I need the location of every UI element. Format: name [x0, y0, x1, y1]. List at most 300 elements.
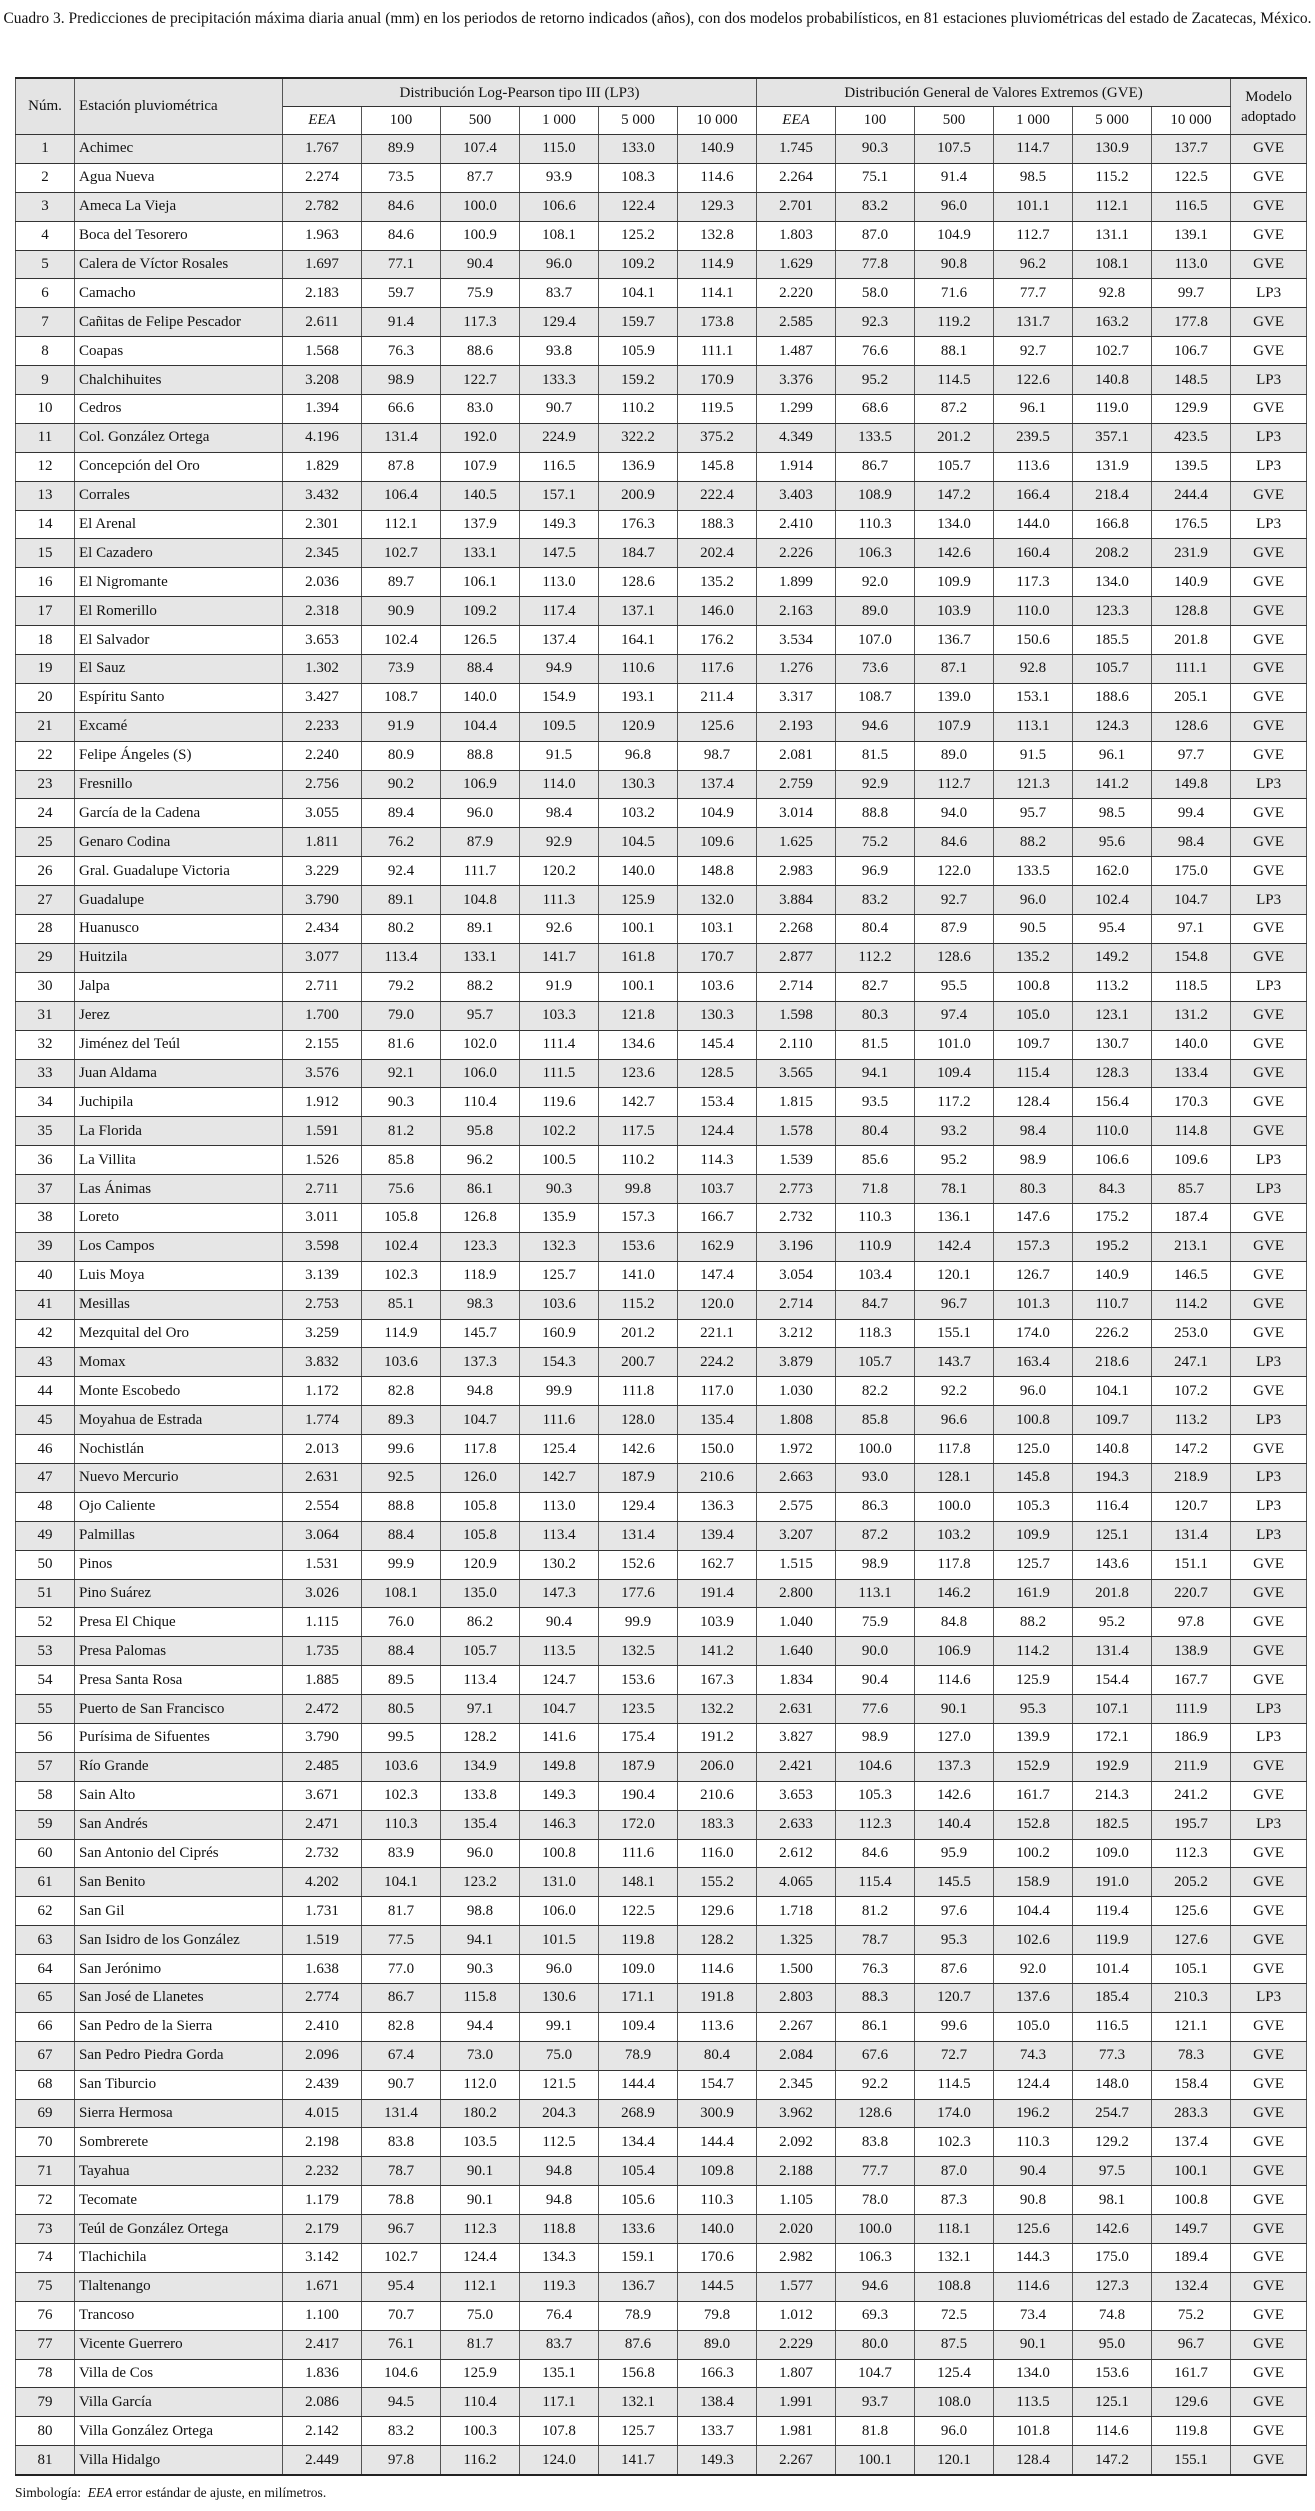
- cell-lp3-100: 102.3: [362, 1781, 441, 1810]
- cell-lp3-5000: 110.2: [599, 1146, 678, 1175]
- cell-gve-5000: 107.1: [1073, 1695, 1152, 1724]
- table-row: [16, 2215, 1307, 2244]
- cell-gve-500: 119.2: [915, 308, 994, 337]
- cell-lp3-500: 106.0: [441, 1059, 520, 1088]
- cell-lp3-10000: 154.7: [678, 2070, 757, 2099]
- cell-station: Nuevo Mercurio: [75, 1463, 283, 1492]
- cell-lp3-eea: 2.345: [283, 539, 362, 568]
- cell-lp3-10000: 132.0: [678, 886, 757, 915]
- cell-num: 70: [16, 2128, 75, 2157]
- cell-lp3-5000: 187.9: [599, 1752, 678, 1781]
- table-row: [16, 1723, 1307, 1752]
- cell-gve-1000: 92.0: [994, 1955, 1073, 1984]
- cell-lp3-100: 114.9: [362, 1319, 441, 1348]
- cell-num: 5: [16, 250, 75, 279]
- cell-model: GVE: [1231, 2099, 1307, 2128]
- cell-lp3-500: 116.2: [441, 2446, 520, 2475]
- cell-gve-100: 113.1: [836, 1579, 915, 1608]
- cell-gve-5000: 175.0: [1073, 2244, 1152, 2273]
- cell-lp3-100: 104.1: [362, 1868, 441, 1897]
- cell-lp3-5000: 141.0: [599, 1261, 678, 1290]
- cell-model: GVE: [1231, 1261, 1307, 1290]
- cell-lp3-100: 131.4: [362, 2099, 441, 2128]
- cell-gve-5000: 208.2: [1073, 539, 1152, 568]
- table-row: [16, 2417, 1307, 2446]
- cell-station: San Pedro Piedra Gorda: [75, 2041, 283, 2070]
- cell-lp3-5000: 134.4: [599, 2128, 678, 2157]
- cell-lp3-1000: 91.5: [520, 741, 599, 770]
- cell-lp3-100: 85.1: [362, 1290, 441, 1319]
- cell-gve-100: 104.7: [836, 2359, 915, 2388]
- cell-lp3-5000: 121.8: [599, 1001, 678, 1030]
- cell-gve-500: 139.0: [915, 683, 994, 712]
- cell-lp3-eea: 3.598: [283, 1232, 362, 1261]
- cell-lp3-100: 89.9: [362, 135, 441, 164]
- cell-lp3-eea: 2.086: [283, 2388, 362, 2417]
- cell-lp3-eea: 1.531: [283, 1550, 362, 1579]
- cell-lp3-500: 106.1: [441, 568, 520, 597]
- cell-lp3-eea: 2.410: [283, 2012, 362, 2041]
- table-row: [16, 2244, 1307, 2273]
- cell-lp3-5000: 153.6: [599, 1232, 678, 1261]
- cell-gve-eea: 2.163: [757, 597, 836, 626]
- cell-gve-100: 76.3: [836, 1955, 915, 1984]
- cell-gve-100: 100.1: [836, 2446, 915, 2475]
- cell-gve-500: 92.2: [915, 1377, 994, 1406]
- cell-lp3-10000: 202.4: [678, 539, 757, 568]
- cell-model: GVE: [1231, 539, 1307, 568]
- cell-gve-5000: 185.4: [1073, 1984, 1152, 2013]
- cell-lp3-100: 89.4: [362, 799, 441, 828]
- cell-gve-10000: 131.2: [1152, 1001, 1231, 1030]
- cell-gve-5000: 214.3: [1073, 1781, 1152, 1810]
- cell-gve-10000: 100.1: [1152, 2157, 1231, 2186]
- cell-lp3-500: 81.7: [441, 2330, 520, 2359]
- cell-gve-1000: 113.5: [994, 2388, 1073, 2417]
- cell-lp3-eea: 2.274: [283, 163, 362, 192]
- cell-lp3-eea: 3.432: [283, 481, 362, 510]
- cell-model: LP3: [1231, 1695, 1307, 1724]
- cell-lp3-eea: 1.179: [283, 2186, 362, 2215]
- cell-model: GVE: [1231, 1579, 1307, 1608]
- cell-gve-500: 136.1: [915, 1203, 994, 1232]
- cell-station: El Sauz: [75, 655, 283, 684]
- table-row: [16, 423, 1307, 452]
- cell-station: Tayahua: [75, 2157, 283, 2186]
- cell-gve-eea: 2.800: [757, 1579, 836, 1608]
- cell-gve-100: 90.0: [836, 1637, 915, 1666]
- cell-gve-10000: 121.1: [1152, 2012, 1231, 2041]
- cell-lp3-500: 192.0: [441, 423, 520, 452]
- cell-gve-1000: 101.3: [994, 1290, 1073, 1319]
- cell-model: GVE: [1231, 1203, 1307, 1232]
- cell-gve-eea: 2.714: [757, 1290, 836, 1319]
- cell-lp3-500: 98.8: [441, 1897, 520, 1926]
- cell-model: GVE: [1231, 2417, 1307, 2446]
- cell-station: Corrales: [75, 481, 283, 510]
- cell-lp3-100: 90.9: [362, 597, 441, 626]
- cell-gve-eea: 2.612: [757, 1839, 836, 1868]
- cell-gve-5000: 131.9: [1073, 452, 1152, 481]
- cell-station: Achimec: [75, 135, 283, 164]
- cell-gve-1000: 113.1: [994, 712, 1073, 741]
- cell-lp3-100: 102.3: [362, 1261, 441, 1290]
- cell-lp3-500: 140.0: [441, 683, 520, 712]
- cell-lp3-100: 89.3: [362, 1406, 441, 1435]
- cell-lp3-500: 102.0: [441, 1030, 520, 1059]
- cell-gve-10000: 119.8: [1152, 2417, 1231, 2446]
- cell-lp3-5000: 156.8: [599, 2359, 678, 2388]
- cell-gve-500: 174.0: [915, 2099, 994, 2128]
- table-row: [16, 2186, 1307, 2215]
- cell-lp3-1000: 92.9: [520, 828, 599, 857]
- cell-gve-eea: 3.565: [757, 1059, 836, 1088]
- cell-model: LP3: [1231, 366, 1307, 395]
- table-row: [16, 1521, 1307, 1550]
- table-row: [16, 943, 1307, 972]
- cell-lp3-eea: 1.774: [283, 1406, 362, 1435]
- cell-lp3-eea: 2.711: [283, 1175, 362, 1204]
- cell-lp3-5000: 108.3: [599, 163, 678, 192]
- cell-model: GVE: [1231, 2244, 1307, 2273]
- cell-lp3-1000: 149.3: [520, 510, 599, 539]
- cell-lp3-1000: 109.5: [520, 712, 599, 741]
- table-row: [16, 1348, 1307, 1377]
- cell-gve-100: 68.6: [836, 395, 915, 424]
- cell-lp3-1000: 117.4: [520, 597, 599, 626]
- cell-lp3-100: 104.6: [362, 2359, 441, 2388]
- cell-gve-1000: 133.5: [994, 857, 1073, 886]
- cell-lp3-10000: 176.2: [678, 626, 757, 655]
- cell-num: 4: [16, 221, 75, 250]
- cell-gve-100: 78.7: [836, 1926, 915, 1955]
- cell-station: García de la Cadena: [75, 799, 283, 828]
- cell-gve-1000: 163.4: [994, 1348, 1073, 1377]
- cell-gve-eea: 3.534: [757, 626, 836, 655]
- cell-gve-10000: 138.9: [1152, 1637, 1231, 1666]
- cell-lp3-100: 77.0: [362, 1955, 441, 1984]
- table-row: [16, 1984, 1307, 2013]
- cell-lp3-100: 70.7: [362, 2301, 441, 2330]
- cell-lp3-eea: 1.100: [283, 2301, 362, 2330]
- cell-lp3-5000: 157.3: [599, 1203, 678, 1232]
- cell-num: 15: [16, 539, 75, 568]
- cell-lp3-5000: 125.7: [599, 2417, 678, 2446]
- cell-gve-1000: 92.7: [994, 337, 1073, 366]
- cell-lp3-eea: 2.631: [283, 1463, 362, 1492]
- cell-gve-500: 97.6: [915, 1897, 994, 1926]
- cell-gve-1000: 100.8: [994, 972, 1073, 1001]
- cell-gve-500: 103.9: [915, 597, 994, 626]
- cell-lp3-eea: 1.885: [283, 1666, 362, 1695]
- table-row: [16, 2157, 1307, 2186]
- cell-model: GVE: [1231, 915, 1307, 944]
- cell-lp3-1000: 131.0: [520, 1868, 599, 1897]
- cell-lp3-10000: 162.7: [678, 1550, 757, 1579]
- cell-gve-10000: 151.1: [1152, 1550, 1231, 1579]
- cell-lp3-eea: 1.591: [283, 1117, 362, 1146]
- cell-gve-500: 84.6: [915, 828, 994, 857]
- cell-model: GVE: [1231, 2359, 1307, 2388]
- cell-lp3-100: 89.7: [362, 568, 441, 597]
- cell-lp3-5000: 132.1: [599, 2388, 678, 2417]
- cell-gve-1000: 109.7: [994, 1030, 1073, 1059]
- footnote-text: error estándar de ajuste, en milímetros.: [115, 2485, 327, 2500]
- cell-lp3-1000: 111.6: [520, 1406, 599, 1435]
- cell-gve-5000: 102.4: [1073, 886, 1152, 915]
- cell-gve-100: 87.0: [836, 221, 915, 250]
- cell-gve-10000: 244.4: [1152, 481, 1231, 510]
- cell-lp3-eea: 3.576: [283, 1059, 362, 1088]
- cell-gve-5000: 105.7: [1073, 655, 1152, 684]
- cell-lp3-5000: 123.6: [599, 1059, 678, 1088]
- cell-gve-100: 81.5: [836, 1030, 915, 1059]
- cell-lp3-1000: 149.8: [520, 1752, 599, 1781]
- cell-station: La Florida: [75, 1117, 283, 1146]
- cell-lp3-10000: 114.6: [678, 163, 757, 192]
- cell-lp3-100: 84.6: [362, 192, 441, 221]
- cell-gve-10000: 113.0: [1152, 250, 1231, 279]
- cell-lp3-5000: 111.8: [599, 1377, 678, 1406]
- cell-lp3-500: 96.0: [441, 799, 520, 828]
- cell-lp3-500: 87.7: [441, 163, 520, 192]
- cell-lp3-10000: 170.9: [678, 366, 757, 395]
- cell-lp3-eea: 1.697: [283, 250, 362, 279]
- table-row: [16, 510, 1307, 539]
- cell-gve-1000: 145.8: [994, 1463, 1073, 1492]
- cell-gve-10000: 78.3: [1152, 2041, 1231, 2070]
- table-row: [16, 1550, 1307, 1579]
- cell-gve-500: 95.2: [915, 1146, 994, 1175]
- cell-station: Palmillas: [75, 1521, 283, 1550]
- table-row: [16, 1290, 1307, 1319]
- cell-lp3-10000: 210.6: [678, 1463, 757, 1492]
- cell-lp3-100: 88.4: [362, 1637, 441, 1666]
- cell-gve-5000: 109.0: [1073, 1839, 1152, 1868]
- cell-gve-5000: 125.1: [1073, 1521, 1152, 1550]
- cell-gve-5000: 218.6: [1073, 1348, 1152, 1377]
- cell-num: 67: [16, 2041, 75, 2070]
- cell-model: GVE: [1231, 741, 1307, 770]
- cell-lp3-5000: 190.4: [599, 1781, 678, 1810]
- cell-lp3-100: 108.1: [362, 1579, 441, 1608]
- cell-gve-5000: 201.8: [1073, 1579, 1152, 1608]
- cell-lp3-100: 102.4: [362, 626, 441, 655]
- cell-lp3-1000: 124.0: [520, 2446, 599, 2475]
- cell-num: 10: [16, 395, 75, 424]
- cell-lp3-1000: 154.9: [520, 683, 599, 712]
- cell-num: 69: [16, 2099, 75, 2128]
- cell-lp3-10000: 132.2: [678, 1695, 757, 1724]
- cell-gve-10000: 231.9: [1152, 539, 1231, 568]
- cell-num: 80: [16, 2417, 75, 2446]
- cell-gve-10000: 140.0: [1152, 1030, 1231, 1059]
- cell-lp3-1000: 111.4: [520, 1030, 599, 1059]
- table-row: [16, 2388, 1307, 2417]
- cell-gve-1000: 150.6: [994, 626, 1073, 655]
- cell-gve-1000: 122.6: [994, 366, 1073, 395]
- cell-gve-500: 147.2: [915, 481, 994, 510]
- cell-gve-eea: 4.065: [757, 1868, 836, 1897]
- cell-lp3-eea: 1.568: [283, 337, 362, 366]
- table-row: [16, 163, 1307, 192]
- cell-lp3-10000: 125.6: [678, 712, 757, 741]
- cell-gve-eea: 2.803: [757, 1984, 836, 2013]
- cell-num: 46: [16, 1435, 75, 1464]
- table-row: [16, 1261, 1307, 1290]
- cell-lp3-500: 126.0: [441, 1463, 520, 1492]
- cell-gve-eea: 3.884: [757, 886, 836, 915]
- cell-model: LP3: [1231, 1406, 1307, 1435]
- cell-gve-500: 93.2: [915, 1117, 994, 1146]
- cell-gve-500: 128.6: [915, 943, 994, 972]
- cell-lp3-eea: 2.013: [283, 1435, 362, 1464]
- cell-num: 25: [16, 828, 75, 857]
- cell-lp3-5000: 140.0: [599, 857, 678, 886]
- cell-num: 29: [16, 943, 75, 972]
- cell-model: GVE: [1231, 597, 1307, 626]
- cell-lp3-10000: 114.3: [678, 1146, 757, 1175]
- cell-num: 61: [16, 1868, 75, 1897]
- cell-lp3-500: 126.5: [441, 626, 520, 655]
- cell-station: La Villita: [75, 1146, 283, 1175]
- cell-lp3-10000: 98.7: [678, 741, 757, 770]
- cell-gve-1000: 101.1: [994, 192, 1073, 221]
- cell-lp3-100: 92.1: [362, 1059, 441, 1088]
- cell-lp3-5000: 193.1: [599, 683, 678, 712]
- cell-station: Villa de Cos: [75, 2359, 283, 2388]
- cell-gve-5000: 102.7: [1073, 337, 1152, 366]
- cell-gve-5000: 127.3: [1073, 2272, 1152, 2301]
- cell-lp3-5000: 200.9: [599, 481, 678, 510]
- cell-gve-eea: 3.212: [757, 1319, 836, 1348]
- cell-lp3-5000: 99.9: [599, 1608, 678, 1637]
- cell-model: GVE: [1231, 2070, 1307, 2099]
- cell-gve-5000: 110.7: [1073, 1290, 1152, 1319]
- cell-lp3-1000: 146.3: [520, 1810, 599, 1839]
- cell-num: 35: [16, 1117, 75, 1146]
- cell-num: 65: [16, 1984, 75, 2013]
- cell-num: 56: [16, 1723, 75, 1752]
- cell-lp3-10000: 145.8: [678, 452, 757, 481]
- cell-gve-100: 100.0: [836, 1435, 915, 1464]
- cell-gve-eea: 2.983: [757, 857, 836, 886]
- cell-gve-500: 132.1: [915, 2244, 994, 2273]
- cell-lp3-100: 102.4: [362, 1232, 441, 1261]
- cell-num: 78: [16, 2359, 75, 2388]
- cell-model: GVE: [1231, 2012, 1307, 2041]
- cell-gve-1000: 92.8: [994, 655, 1073, 684]
- table-row: [16, 366, 1307, 395]
- cell-num: 1: [16, 135, 75, 164]
- cell-gve-100: 92.2: [836, 2070, 915, 2099]
- cell-lp3-eea: 3.653: [283, 626, 362, 655]
- cell-gve-10000: 129.6: [1152, 2388, 1231, 2417]
- cell-gve-10000: 137.4: [1152, 2128, 1231, 2157]
- cell-lp3-5000: 125.9: [599, 886, 678, 915]
- cell-gve-1000: 161.7: [994, 1781, 1073, 1810]
- cell-lp3-10000: 150.0: [678, 1435, 757, 1464]
- cell-lp3-10000: 136.3: [678, 1492, 757, 1521]
- cell-lp3-eea: 4.015: [283, 2099, 362, 2128]
- cell-gve-500: 109.9: [915, 568, 994, 597]
- cell-lp3-eea: 3.790: [283, 1723, 362, 1752]
- header-subcol: 100: [362, 107, 441, 135]
- cell-gve-100: 86.1: [836, 2012, 915, 2041]
- cell-gve-100: 98.9: [836, 1723, 915, 1752]
- cell-lp3-500: 97.1: [441, 1695, 520, 1724]
- cell-num: 9: [16, 366, 75, 395]
- cell-lp3-500: 100.9: [441, 221, 520, 250]
- cell-lp3-10000: 103.9: [678, 1608, 757, 1637]
- cell-lp3-500: 133.8: [441, 1781, 520, 1810]
- cell-gve-100: 86.3: [836, 1492, 915, 1521]
- cell-lp3-10000: 104.9: [678, 799, 757, 828]
- cell-gve-5000: 84.3: [1073, 1175, 1152, 1204]
- cell-lp3-100: 87.8: [362, 452, 441, 481]
- cell-gve-500: 87.1: [915, 655, 994, 684]
- cell-gve-500: 96.0: [915, 192, 994, 221]
- cell-gve-5000: 134.0: [1073, 568, 1152, 597]
- cell-lp3-5000: 171.1: [599, 1984, 678, 2013]
- cell-gve-100: 89.0: [836, 597, 915, 626]
- cell-model: GVE: [1231, 2128, 1307, 2157]
- cell-lp3-eea: 2.198: [283, 2128, 362, 2157]
- cell-gve-500: 117.8: [915, 1550, 994, 1579]
- cell-lp3-5000: 322.2: [599, 423, 678, 452]
- cell-gve-5000: 114.6: [1073, 2417, 1152, 2446]
- cell-gve-eea: 3.014: [757, 799, 836, 828]
- cell-gve-100: 71.8: [836, 1175, 915, 1204]
- cell-lp3-10000: 114.6: [678, 1955, 757, 1984]
- cell-num: 14: [16, 510, 75, 539]
- cell-lp3-eea: 2.233: [283, 712, 362, 741]
- cell-gve-1000: 102.6: [994, 1926, 1073, 1955]
- cell-lp3-eea: 1.963: [283, 221, 362, 250]
- cell-station: Camacho: [75, 279, 283, 308]
- cell-gve-10000: 106.7: [1152, 337, 1231, 366]
- cell-lp3-500: 112.3: [441, 2215, 520, 2244]
- cell-lp3-100: 81.6: [362, 1030, 441, 1059]
- cell-gve-10000: 170.3: [1152, 1088, 1231, 1117]
- cell-gve-10000: 99.4: [1152, 799, 1231, 828]
- cell-gve-500: 142.6: [915, 539, 994, 568]
- cell-station: Vicente Guerrero: [75, 2330, 283, 2359]
- cell-station: Ojo Caliente: [75, 1492, 283, 1521]
- cell-gve-500: 120.1: [915, 1261, 994, 1290]
- table-row: [16, 886, 1307, 915]
- cell-lp3-1000: 118.8: [520, 2215, 599, 2244]
- cell-station: Sierra Hermosa: [75, 2099, 283, 2128]
- cell-gve-100: 110.9: [836, 1232, 915, 1261]
- cell-lp3-eea: 1.731: [283, 1897, 362, 1926]
- cell-model: GVE: [1231, 943, 1307, 972]
- cell-lp3-5000: 133.6: [599, 2215, 678, 2244]
- cell-lp3-5000: 78.9: [599, 2301, 678, 2330]
- cell-lp3-5000: 177.6: [599, 1579, 678, 1608]
- cell-gve-10000: 189.4: [1152, 2244, 1231, 2273]
- cell-lp3-5000: 96.8: [599, 741, 678, 770]
- cell-gve-100: 93.5: [836, 1088, 915, 1117]
- cell-gve-10000: 97.8: [1152, 1608, 1231, 1637]
- cell-num: 22: [16, 741, 75, 770]
- cell-lp3-10000: 116.0: [678, 1839, 757, 1868]
- cell-gve-10000: 127.6: [1152, 1926, 1231, 1955]
- cell-gve-500: 108.8: [915, 2272, 994, 2301]
- cell-lp3-1000: 92.6: [520, 915, 599, 944]
- cell-lp3-1000: 99.1: [520, 2012, 599, 2041]
- cell-lp3-1000: 125.7: [520, 1261, 599, 1290]
